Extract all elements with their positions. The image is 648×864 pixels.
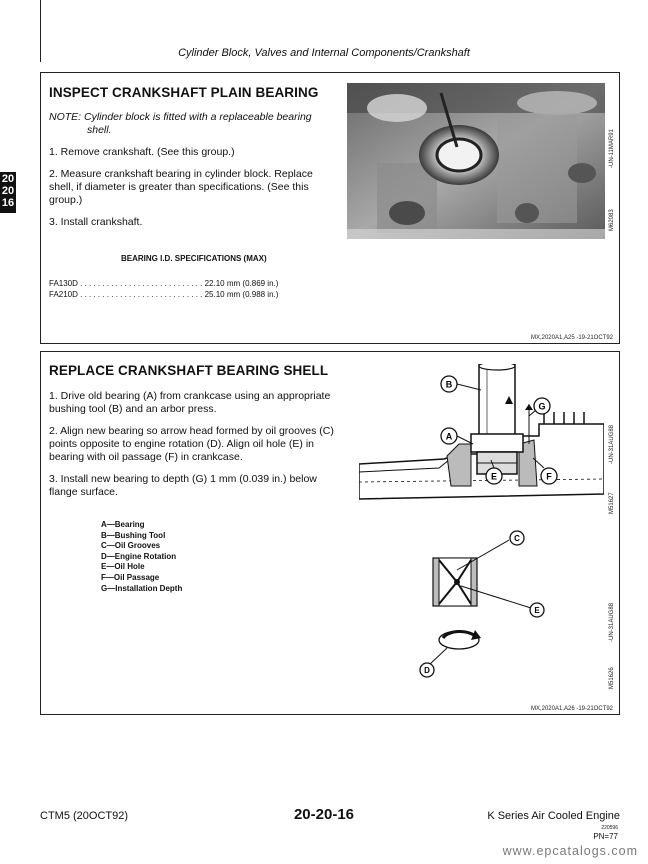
section-body xyxy=(49,390,339,508)
section-body xyxy=(49,111,339,238)
page-header: Cylinder Block, Valves and Internal Components/Crankshaft xyxy=(178,47,470,59)
callout-e: E xyxy=(490,471,498,482)
section-ref: MX,2020A1,A26 -19-21OCT92 xyxy=(530,706,613,712)
callout-d: D xyxy=(424,666,430,675)
section-title: INSPECT CRANKSHAFT PLAIN BEARING xyxy=(49,85,319,100)
spec-row: FA210D . . . . . . . . . . . . . . . . . . . . . . . . . . . . 25.10 mm (0.988 in.) xyxy=(49,290,279,299)
callout-c: C xyxy=(514,534,520,543)
photo-code: M62083 xyxy=(609,209,615,231)
footer-page-number: 20-20-16 xyxy=(293,806,355,823)
callout-e: E xyxy=(534,606,540,615)
side-tab xyxy=(0,172,16,213)
legend-item: G—Installation Depth xyxy=(101,583,183,593)
figure-date: -UN-31AUG88 xyxy=(609,602,615,642)
legend-item: C—Oil Grooves xyxy=(101,541,161,551)
step: 1. Drive old bearing (A) from crankcase using an appropriate bushing tool (B) and an arbor press. xyxy=(49,390,331,415)
step: 1. Remove crankshaft. (See this group.) xyxy=(49,146,235,158)
callout-a: A xyxy=(445,431,453,442)
legend-item: D—Engine Rotation xyxy=(101,551,177,561)
spec-value: 22.10 mm (0.869 in.) xyxy=(204,279,279,288)
step: 2. Align new bearing so arrow head formed by oil grooves (C) points opposite to engine rotation (D). Align oil hole (E) in bearing with oil passage (F) in crankcase. xyxy=(49,425,334,463)
photo-date: -UN-11MAR91 xyxy=(609,129,615,168)
note: NOTE: Cylinder block is fitted with a replaceable bearing shell. xyxy=(49,111,312,136)
legend xyxy=(101,520,182,594)
legend-item: E—Oil Hole xyxy=(101,562,145,572)
footer-doc-id: CTM5 (20OCT92) xyxy=(40,810,129,822)
callout-b: B xyxy=(445,379,453,390)
step: 3. Install crankshaft. xyxy=(49,216,143,228)
figure-date: -UN-31AUG88 xyxy=(609,424,615,464)
watermark-link[interactable]: www.epcatalogs.com xyxy=(502,844,638,858)
section-title: REPLACE CRANKSHAFT BEARING SHELL xyxy=(49,363,329,378)
footer-manual-title: K Series Air Cooled Engine xyxy=(487,810,620,822)
footer-code: 220596 xyxy=(601,825,618,831)
spec-title: BEARING I.D. SPECIFICATIONS (MAX) xyxy=(121,254,267,263)
step: 2. Measure crankshaft bearing in cylinder block. Replace shell, if diameter is greater than specifications. (See this group.) xyxy=(49,168,313,206)
legend-item: B—Bushing Tool xyxy=(101,530,166,540)
section-inspect-bearing xyxy=(40,72,620,344)
spec-model: FA210D xyxy=(49,290,78,299)
footer-pn: PN=77 xyxy=(593,832,618,841)
crankcase-photo xyxy=(347,83,605,239)
callout-g: G xyxy=(538,401,546,412)
side-tab-line: 16 xyxy=(1,197,15,209)
spec-row: FA130D . . . . . . . . . . . . . . . . . . . . . . . . . . . . 22.10 mm (0.869 in.) xyxy=(49,279,279,288)
legend-item: F—Oil Passage xyxy=(101,572,160,582)
step: 3. Install new bearing to depth (G) 1 mm (0.039 in.) below flange surface. xyxy=(49,473,317,498)
figure-code: M51627 xyxy=(609,492,615,514)
section-ref: MX,2020A1,A25 -19-21OCT92 xyxy=(530,335,613,341)
side-tab-line: 20 xyxy=(1,185,15,197)
figure-code: M51626 xyxy=(609,667,615,689)
bearing-shell-figure xyxy=(419,530,579,690)
spec-model: FA130D xyxy=(49,279,78,288)
side-tab-line: 20 xyxy=(1,173,15,185)
bushing-tool-figure xyxy=(359,364,604,514)
legend-item: A—Bearing xyxy=(101,520,145,529)
section-replace-bearing xyxy=(40,351,620,715)
callout-f: F xyxy=(546,471,552,482)
spec-value: 25.10 mm (0.988 in.) xyxy=(204,290,279,299)
